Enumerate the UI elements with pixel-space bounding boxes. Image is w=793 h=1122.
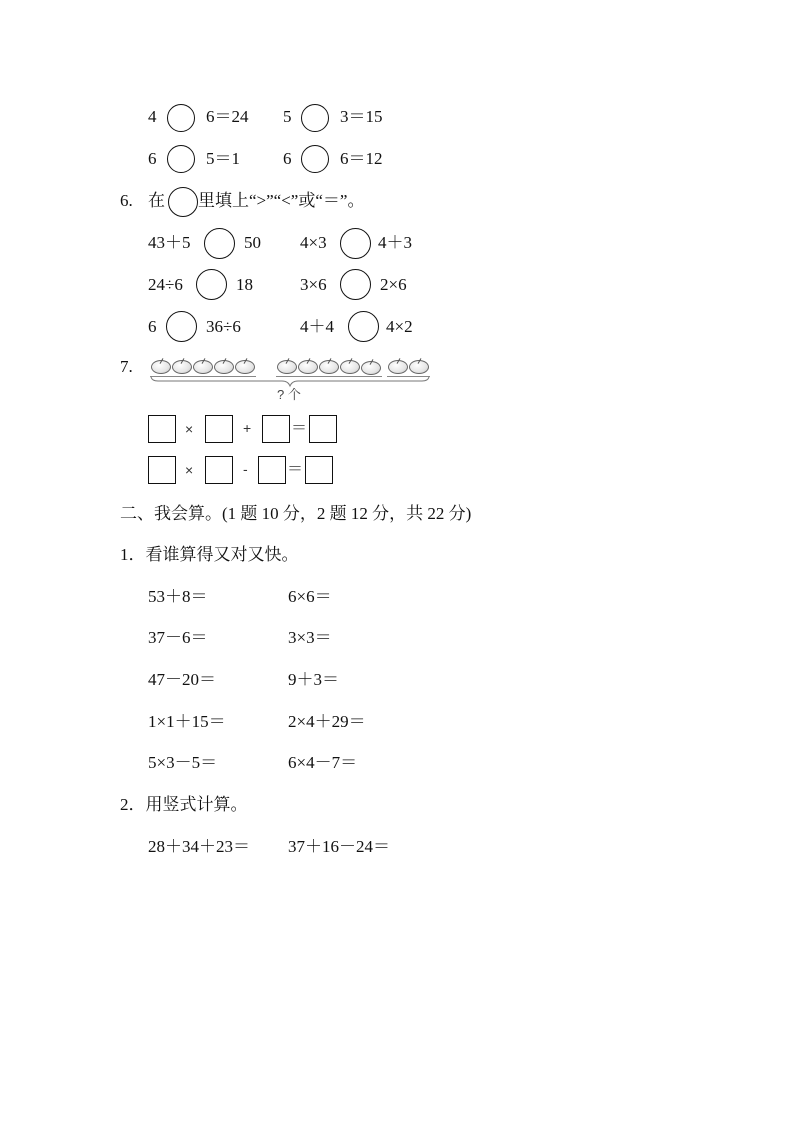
answer-circle[interactable] (301, 104, 329, 132)
expr-right-a: 4×3 (300, 233, 327, 252)
q2-label: 2．用竖式计算。 (120, 795, 248, 814)
expr-right-b: 4×2 (386, 317, 413, 336)
question-prefix: 在 (148, 191, 165, 210)
brace-label: ? 个 (277, 387, 301, 402)
expr-right-b: 3＝15 (340, 107, 383, 126)
expr-left-a: 43＋5 (148, 233, 191, 252)
expr-right-a: 6 (283, 149, 292, 168)
multiply-sign: × (185, 421, 194, 437)
equals-sign: ＝ (291, 420, 308, 437)
answer-box[interactable] (205, 415, 233, 443)
apple-icon (388, 360, 408, 374)
expr-left-b: 6＝24 (206, 107, 249, 126)
apple-icon (319, 360, 339, 374)
problem: 2×4＋29＝ (288, 712, 366, 731)
answer-box[interactable] (258, 456, 286, 484)
circle-symbol-icon (168, 187, 198, 217)
problem: 47－20＝ (148, 670, 216, 689)
compare-circle[interactable] (166, 311, 197, 342)
expr-left-a: 6 (148, 317, 157, 336)
question-text: 里填上“>”“<”或“＝”。 (198, 191, 365, 210)
expr-right-a: 3×6 (300, 275, 327, 294)
section-title: 二、我会算。(1 题 10 分，2 题 12 分，共 22 分) (120, 504, 472, 523)
expr-left-b: 5＝1 (206, 149, 240, 168)
expr-right-b: 4＋3 (378, 233, 412, 252)
problem: 3×3＝ (288, 628, 332, 647)
plus-sign: + (243, 420, 252, 436)
problem: 6×6＝ (288, 587, 332, 606)
problem: 6×4－7＝ (288, 753, 358, 772)
compare-circle[interactable] (348, 311, 379, 342)
expr-left-a: 4 (148, 107, 157, 126)
minus-sign: - (243, 461, 248, 477)
answer-box[interactable] (309, 415, 337, 443)
answer-box[interactable] (148, 415, 176, 443)
apple-icon (151, 360, 171, 374)
answer-circle[interactable] (301, 145, 329, 173)
answer-box[interactable] (205, 456, 233, 484)
problem: 28＋34＋23＝ (148, 837, 250, 856)
apple-icon (172, 360, 192, 374)
compare-circle[interactable] (204, 228, 235, 259)
problem: 53＋8＝ (148, 587, 208, 606)
problem: 37－6＝ (148, 628, 208, 647)
question-number: 7. (120, 357, 133, 376)
answer-circle[interactable] (167, 145, 195, 173)
expr-left-b: 18 (236, 275, 253, 294)
apple-icon (277, 360, 297, 374)
problem: 9＋3＝ (288, 670, 339, 689)
answer-box[interactable] (262, 415, 290, 443)
expr-right-b: 2×6 (380, 275, 407, 294)
problem: 1×1＋15＝ (148, 712, 226, 731)
answer-box[interactable] (305, 456, 333, 484)
apple-icon (193, 360, 213, 374)
apple-icon (298, 360, 318, 374)
apple-icon (214, 360, 234, 374)
expr-left-a: 24÷6 (148, 275, 183, 294)
apple-icon (361, 361, 381, 375)
expr-right-a: 4＋4 (300, 317, 334, 336)
apple-icon (340, 360, 360, 374)
compare-circle[interactable] (340, 269, 371, 300)
answer-circle[interactable] (167, 104, 195, 132)
multiply-sign: × (185, 462, 194, 478)
problem: 5×3－5＝ (148, 753, 218, 772)
expr-right-b: 6＝12 (340, 149, 383, 168)
question-number: 6. (120, 191, 133, 210)
problem: 37＋16－24＝ (288, 837, 390, 856)
compare-circle[interactable] (196, 269, 227, 300)
apple-icon (409, 360, 429, 374)
expr-left-b: 36÷6 (206, 317, 241, 336)
compare-circle[interactable] (340, 228, 371, 259)
q1-label: 1．看谁算得又对又快。 (120, 545, 299, 564)
apple-icon (235, 360, 255, 374)
equals-sign: ＝ (287, 461, 304, 478)
answer-box[interactable] (148, 456, 176, 484)
expr-right-a: 5 (283, 107, 292, 126)
expr-left-b: 50 (244, 233, 261, 252)
expr-left-a: 6 (148, 149, 157, 168)
